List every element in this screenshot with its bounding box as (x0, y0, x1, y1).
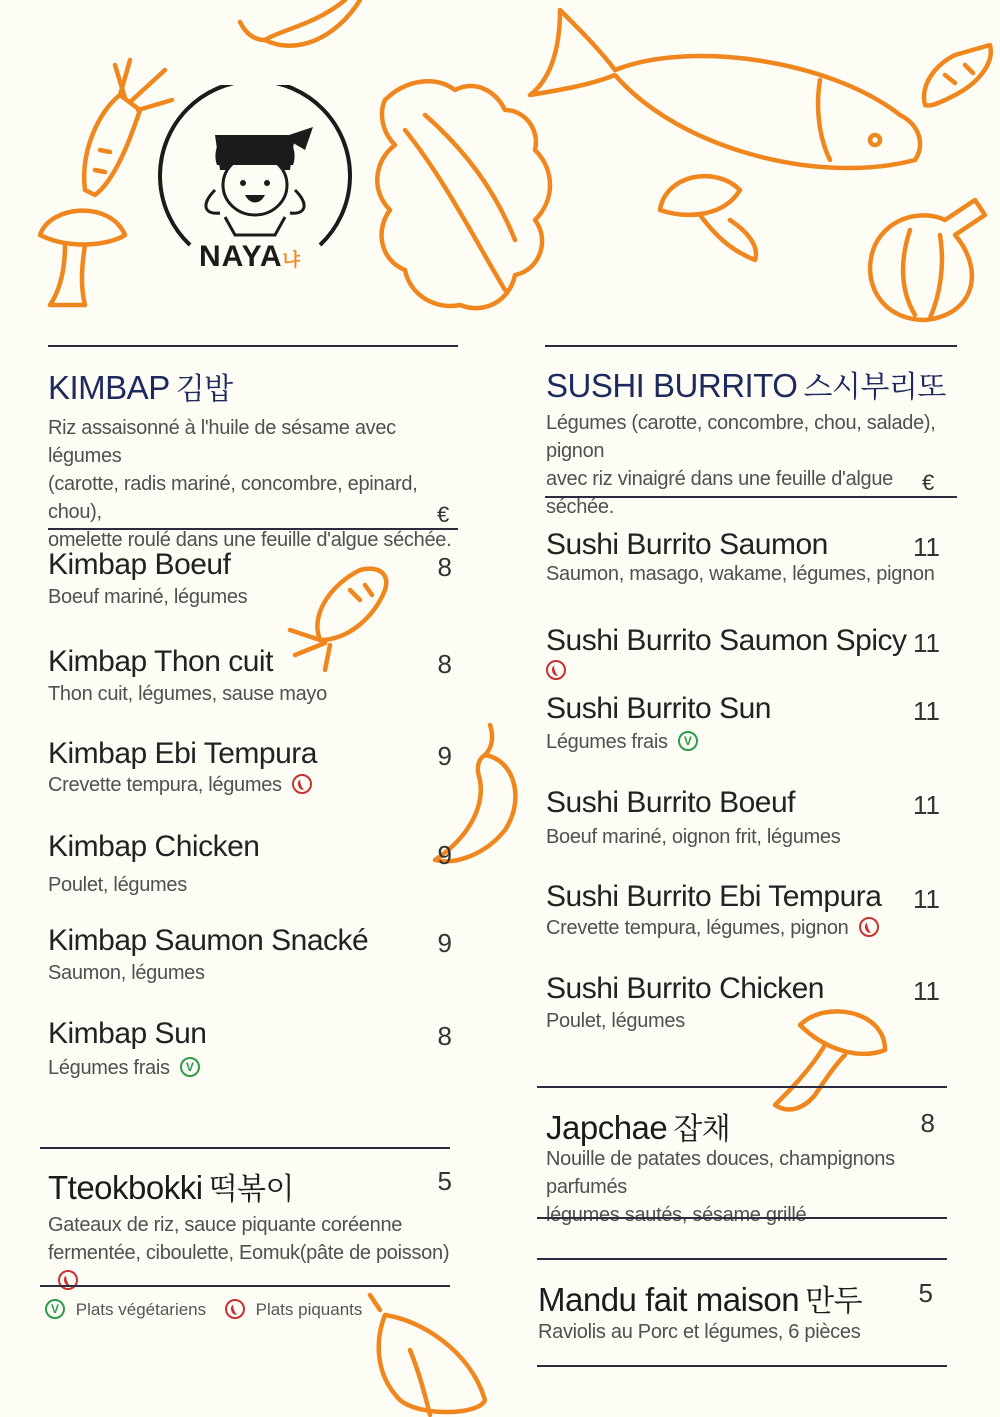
mushroom-icon (765, 995, 895, 1120)
divider (48, 345, 458, 347)
menu-item-description-text: Saumon, légumes (48, 962, 205, 984)
legend (45, 1300, 362, 1321)
kimbap-description: Riz assaisonné à l'huile de sésame avec légumes (carotte, radis mariné, concombre, epinard, chou), omelette roulé dans une feuille d'algue séchée. (48, 417, 452, 551)
divider (537, 1365, 947, 1367)
menu-item-price: 8 (437, 1021, 452, 1051)
currency-label: € (922, 470, 935, 495)
menu-item-description (546, 563, 935, 586)
menu-item-description (546, 826, 840, 849)
menu-item-name: Kimbap Saumon Snacké (48, 924, 369, 957)
menu-item-name: Sushi Burrito Boeuf (546, 786, 795, 819)
legend-vegetarian-label: Plats végétariens (75, 1300, 207, 1319)
menu-item-description (546, 917, 879, 940)
japchae-price: 8 (920, 1108, 935, 1138)
fish-icon (520, 0, 930, 190)
section-title-kimbap: KIMBAP 김밥 (48, 369, 233, 406)
legend-spicy-label: Plats piquants (255, 1300, 363, 1319)
menu-item-price: 11 (913, 790, 940, 820)
menu-item-description (48, 1057, 200, 1080)
menu-item-name: Kimbap Chicken (48, 830, 260, 863)
spicy-icon (225, 1299, 245, 1319)
menu-item-description (48, 874, 187, 897)
vegetarian-icon: V (678, 731, 698, 751)
section-title-mandu: Mandu fait maison 만두 (538, 1281, 863, 1318)
menu-item-name: Kimbap Thon cuit (48, 645, 273, 678)
menu-item-description-text: Légumes frais (546, 731, 668, 753)
menu-item-description-text: Crevette tempura, légumes, pignon (546, 917, 849, 939)
section-title-tteokbokki: Tteokbokki 떡볶이 (48, 1169, 295, 1206)
spicy-icon (859, 917, 879, 937)
divider (537, 1258, 947, 1260)
sushi-burrito-description: Légumes (carotte, concombre, chou, salade), pignon avec riz vinaigré dans une feuille d'algue séchée. (546, 412, 936, 518)
menu-item-price: 11 (913, 976, 940, 1006)
menu-item-name: Sushi Burrito Saumon (546, 528, 828, 561)
menu-item-name: Sushi Burrito Ebi Tempura (546, 880, 882, 913)
menu-item-description (546, 1010, 685, 1033)
garlic-icon (855, 190, 995, 330)
menu-item-description-text: Légumes frais (48, 1057, 170, 1079)
section-title-sushi-burrito: SUSHI BURRITO 스시부리또 (546, 367, 946, 404)
menu-item-name: Kimbap Boeuf (48, 548, 231, 581)
menu-item-description (546, 660, 566, 683)
menu-item-price: 11 (913, 696, 940, 726)
menu-item-name: Kimbap Ebi Tempura (48, 737, 317, 770)
menu-item-price: 9 (437, 928, 452, 958)
menu-item-description (546, 731, 698, 754)
menu-item-price: 9 (437, 741, 452, 771)
spicy-icon (546, 660, 566, 680)
vegetarian-icon: V (180, 1057, 200, 1077)
garlic-icon (360, 1290, 500, 1417)
menu-item-name: Sushi Burrito Chicken (546, 972, 824, 1005)
brand-logo (155, 85, 355, 285)
menu-item-description-text: Poulet, légumes (546, 1010, 685, 1032)
menu-item-price: 11 (913, 532, 940, 562)
menu-item-description (48, 774, 312, 797)
divider (545, 496, 957, 498)
mandu-description: Raviolis au Porc et légumes, 6 pièces (538, 1321, 861, 1343)
japchae-description: Nouille de patates douces, champignons parfumés légumes sautés, sésame grillé (546, 1148, 895, 1226)
menu-item-price: 11 (913, 884, 940, 914)
menu-item-description-text: Thon cuit, légumes, sause mayo (48, 683, 327, 705)
menu-item-description-text: Boeuf mariné, oignon frit, légumes (546, 826, 841, 848)
mushroom-icon (20, 195, 140, 315)
menu-item-price: 9 (437, 840, 452, 870)
menu-item-name: Kimbap Sun (48, 1017, 207, 1050)
menu-item-description (48, 586, 247, 609)
divider (40, 1147, 450, 1149)
menu-item-description (48, 683, 327, 706)
menu-item-description-text: Boeuf mariné, légumes (48, 586, 248, 608)
divider (537, 1086, 947, 1088)
menu-item-price: 11 (913, 628, 940, 658)
menu-item-description-text: Saumon, masago, wakame, légumes, pignon (546, 563, 935, 585)
mandu-price: 5 (918, 1278, 933, 1308)
menu-item-name: Sushi Burrito Sun (546, 692, 771, 725)
vegetarian-icon: V (45, 1299, 65, 1319)
mushroom-icon (645, 165, 775, 280)
brand-name: NAYA냐 (199, 240, 301, 273)
menu-item-price: 8 (437, 552, 452, 582)
divider (40, 1285, 450, 1287)
currency-label: € (437, 502, 450, 527)
menu-item-description (48, 962, 205, 985)
carrot-icon (280, 555, 395, 675)
divider (48, 528, 458, 530)
divider (537, 1217, 947, 1219)
tteokbokki-description: Gateaux de riz, sauce piquante coréenne fermentée, ciboulette, Eomuk(pâte de poisson) (48, 1211, 468, 1295)
divider (545, 345, 957, 347)
carrot-icon (915, 25, 1000, 115)
spicy-icon (292, 774, 312, 794)
chili-pepper-icon (235, 0, 375, 70)
menu-item-price: 8 (437, 649, 452, 679)
menu-item-description-text: Crevette tempura, légumes (48, 774, 282, 796)
tteokbokki-price: 5 (437, 1166, 452, 1196)
menu-item-name: Sushi Burrito Saumon Spicy (546, 624, 907, 657)
menu-item-description-text: Poulet, légumes (48, 874, 187, 896)
section-title-japchae: Japchae 잡채 (546, 1109, 731, 1146)
